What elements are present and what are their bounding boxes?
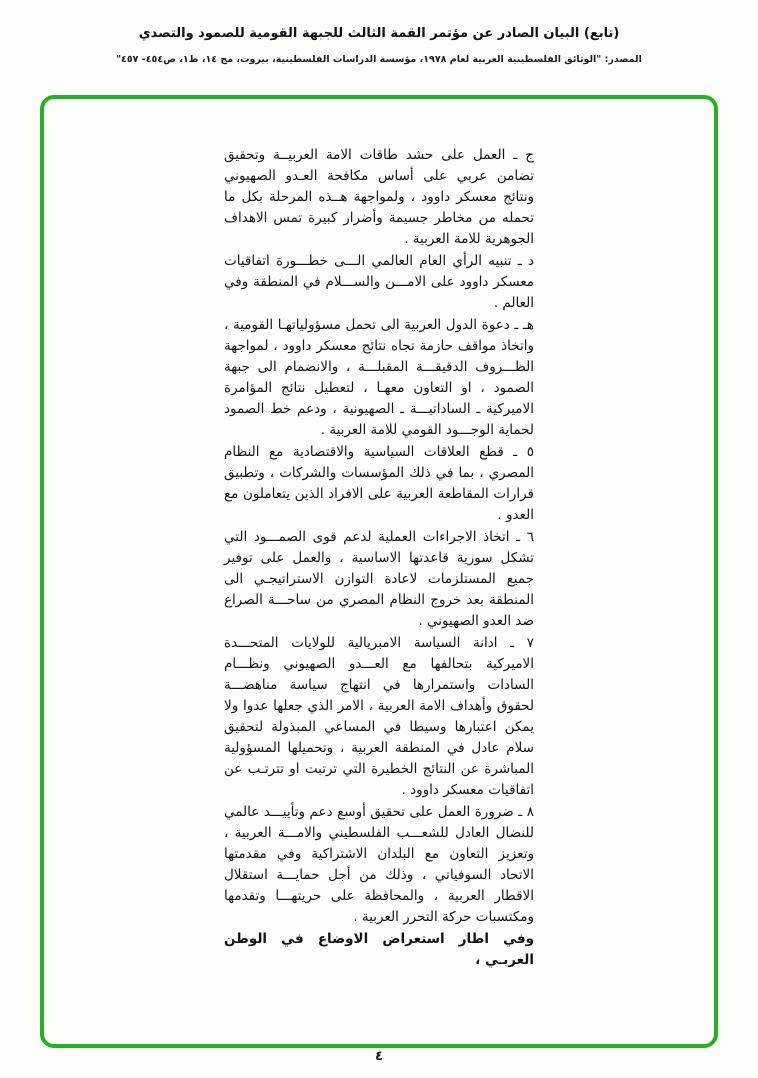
paragraph: هـ ـ دعوة الدول العربية الى تحمل مسؤولياتهـا القومية ، واتخاذ مواقف حازمة تجاه نتائج معسكر داوود ، لمواجهة الظـــروف الدقيقـــة المقبلـــة ، والانضمام الى جبهة الصمود ، او التعاون معهـا ، لتعطيل نتائج المؤامرة الاميركية ـ الساداتيـــة ـ الصهيونية ، ودعم خط الصمود لحماية الوجـــود القومي للامة العربية . [224,317,534,438]
body-text-column [224,145,534,971]
paragraph: د ـ تنبيه الرأي العام العالمي الـــى خطـــورة اتفاقيات معسكر داوود على الامـــن والســـلام في المنطقة وفي العالم . [224,253,534,311]
page-number: ٤ [375,1049,383,1064]
paragraph: ج ـ العمل على حشد طاقات الامة العربيــة وتحقيق تضامن عربي على أساس مكافحة العـدو الصهيوني ونتائج معسكر داوود ، ولمواجهة هــذه المرحلة بكل ما تحمله من مخاطر جسيمة وأضرار كبيرة تمس الاهداف الجوهرية للامة العربية . [224,147,534,247]
paragraph: ٦ ـ اتخاذ الاجراءات العملية لدعم قوى الصمـــود التي تشكل سورية قاعدتها الاساسية ، والعمل على توفير جميع المستلزمات لاعادة التوازن الاستراتيجـي الى المنطقة بعد خروج النظام المصري من ساحـــة الصراع ضد العدو الصهيوني . [224,529,534,629]
paragraph: ٧ ـ ادانة السياسة الامبريالية للولايات المتحـــدة الاميركية بتحالفها مع العـــدو الصهيوني ونظـــام السادات واستمرارها في انتهاج سياسة مناهضـــة لحقوق وأهداف الامة العربية ، الامر الذي جعلها عدوا ولا يمكن اعتبارها وسيطا في المساعي المبذولة لتحقيق سلام عادل في المنطقة العربية ، وتحميلها المسؤولية المباشرة عن النتائج الخطيرة التي ترتبت او تترتـب عن اتفاقيات معسكر داوود . [224,635,534,798]
paragraph: ٥ ـ قطع العلاقات السياسية والاقتصادية مع النظام المصري ، بما في ذلك المؤسسات والشركات ، وتطبيق قرارات المقاطعة العربية على الافراد الذين يتعاملون مع العدو . [224,444,534,523]
paragraph: وفي اطار استعراض الاوضاع في الوطن العربـي ، [224,931,534,968]
paragraph: ٨ ـ ضرورة العمل على تحقيق أوسع دعم وتأييـــد عالمي للنضال العادل للشعـــب الفلسطيني والامـــة العربية ، وتعزيز التعاون مع البلدان الاشتراكية وفي مقدمتها الاتحاد السوفياتي ، وذلك من أجل حمايـــة استقلال الاقطار العربية ، والمحافظة على حريتهـــا وتقدمها ومكتسبات حركة التحرر العربية . [224,804,534,925]
green-border-frame [40,95,718,1048]
document-source-citation: المصدر: "الوثائق الفلسطينية العربية لعام ١٩٧٨، مؤسسة الدراسات الفلسطينية، بيروت، مج ١٤، ط١، ص٤٥٤- ٤٥٧" [116,54,642,65]
document-title: (تابع) البيان الصادر عن مؤتمر القمة الثالث للجبهة القومية للصمود والتصدي [138,26,620,41]
document-header [0,26,758,65]
